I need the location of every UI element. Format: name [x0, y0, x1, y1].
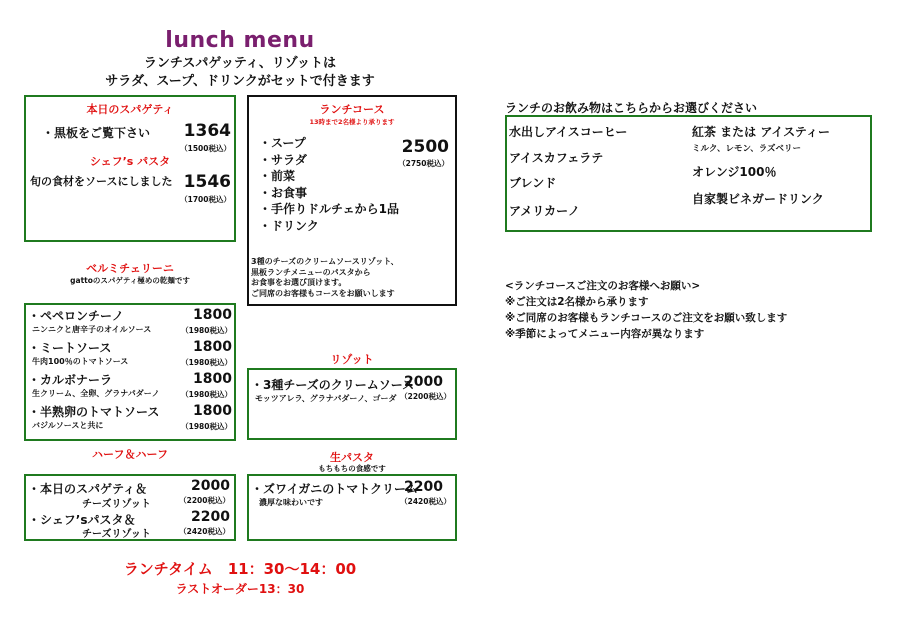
- chef-tax: （1700税込）: [180, 195, 231, 204]
- bermi-box: [24, 303, 236, 441]
- requests-block: [505, 278, 787, 342]
- course-heading: ランチコース: [319, 103, 385, 116]
- daily-item: ・黒板をご覧下さい: [42, 126, 151, 140]
- drink-item: アメリカーノ: [509, 204, 580, 218]
- fresh-desc: 濃厚な味わいです: [259, 498, 323, 507]
- drinks-heading: ランチのお飲み物はこちらからお選びください: [505, 101, 758, 115]
- drink-tea-options: ミルク、レモン、ラズベリー: [692, 144, 802, 154]
- chef-price: 1546: [183, 172, 231, 192]
- course-tax: （2750税込）: [398, 159, 449, 168]
- fresh-box: [247, 474, 457, 541]
- half-item-price: 2200: [191, 509, 230, 525]
- course-description: 3種のチーズのクリームソースリゾット、 黒板ランチメニューのパスタから お食事をお選び頂けます。 ご同席のお客様もコースをお願いします: [251, 257, 399, 298]
- course-item: ・手作りドルチェから1品: [259, 202, 399, 216]
- bermi-heading: ベルミチェリーニ: [86, 262, 174, 275]
- fresh-sub: もちもちの食感です: [318, 464, 386, 473]
- fresh-price: 2200: [404, 479, 443, 495]
- risotto-price: 2000: [404, 374, 443, 390]
- drink-orange: オレンジ100％: [692, 165, 777, 179]
- chef-item: 旬の食材をソースにしました: [30, 175, 173, 188]
- chef-heading: シェフ’s パスタ: [89, 155, 171, 168]
- list-item: ・半熟卵のトマトソース バジルソースと共に 1800 （1980税込）: [28, 403, 232, 431]
- last-order: ラストオーダー13：30: [175, 582, 305, 596]
- course-price: 2500: [401, 137, 449, 157]
- course-item: ・お食事: [259, 185, 308, 200]
- half-item-name: ・シェフ’sパスタ＆: [28, 513, 136, 527]
- course-box: [247, 95, 457, 306]
- daily-heading: 本日のスパゲティ: [86, 103, 174, 116]
- bermi-sub: gattoのスパゲティ極めの乾麺です: [70, 276, 190, 285]
- risotto-name: ・3種チーズのクリームソース: [251, 378, 415, 392]
- half-item-name: ・本日のスパゲティ＆: [28, 482, 148, 496]
- half-item-price: 2000: [191, 478, 230, 494]
- course-item: ・前菜: [259, 169, 296, 183]
- drink-item: アイスカフェラテ: [509, 151, 604, 165]
- requests-heading: <ランチコースご注文のお客様へお願い>: [505, 280, 701, 292]
- drink-item: 水出しアイスコーヒー: [509, 125, 628, 139]
- list-item: ・ミートソース 牛肉100％のトマトソース 1800 （1980税込）: [28, 339, 232, 367]
- lunch-time: ランチタイム 11：30～14：00: [123, 560, 357, 578]
- course-item: ・スープ: [259, 136, 306, 150]
- request-line: ※季節によってメニュー内容が異なります: [505, 328, 705, 340]
- fresh-name: ・ズワイガニのトマトクリーム: [251, 482, 419, 496]
- request-line: ※ご同席のお客様もランチコースのご注文をお願い致します: [505, 312, 788, 324]
- risotto-heading: リゾット: [330, 353, 374, 366]
- course-item: ・サラダ: [259, 152, 307, 167]
- list-item: ・ペペロンチーノ ニンニクと唐辛子のオイルソース 1800 （1980税込）: [28, 307, 232, 335]
- bermi-list: [28, 307, 234, 435]
- drink-tea: 紅茶 または アイスティー: [692, 125, 830, 139]
- half-box: [24, 474, 236, 541]
- daily-price: 1364: [183, 121, 231, 141]
- drink-item: ブレンド: [509, 176, 557, 190]
- half-item-name-2: チーズリゾット: [82, 529, 151, 540]
- course-items: [259, 135, 399, 234]
- request-line: ※ご注文は2名様から承ります: [505, 296, 649, 308]
- risotto-box: [247, 368, 457, 440]
- risotto-tax: （2200税込）: [400, 392, 451, 401]
- half-heading: ハーフ＆ハーフ: [92, 448, 168, 461]
- half-item-tax: （2420税込）: [179, 527, 230, 536]
- risotto-desc: モッツアレラ、グラナパダーノ、ゴーダ: [255, 394, 397, 403]
- half-item-name-2: チーズリゾット: [82, 499, 151, 510]
- header-line-1: ランチスパゲッティ、リゾットは: [143, 56, 337, 71]
- daily-tax: （1500税込）: [180, 144, 231, 153]
- fresh-heading: 生パスタ: [330, 451, 374, 464]
- fresh-tax: （2420税込）: [400, 497, 451, 506]
- drink-vinegar: 自家製ビネガードリンク: [692, 192, 824, 206]
- daily-box: [24, 95, 236, 242]
- list-item: ・カルボナーラ 生クリーム、全卵、グラナパダーノ 1800 （1980税込）: [28, 371, 232, 399]
- page-title: lunch menu: [165, 28, 315, 53]
- course-note: 13時まで2名様より承ります: [309, 118, 395, 126]
- course-item: ・ドリンク: [259, 218, 319, 233]
- half-item-tax: （2200税込）: [179, 496, 230, 505]
- header-line-2: サラダ、スープ、ドリンクがセットで付きます: [105, 74, 375, 89]
- drinks-box: [505, 115, 872, 232]
